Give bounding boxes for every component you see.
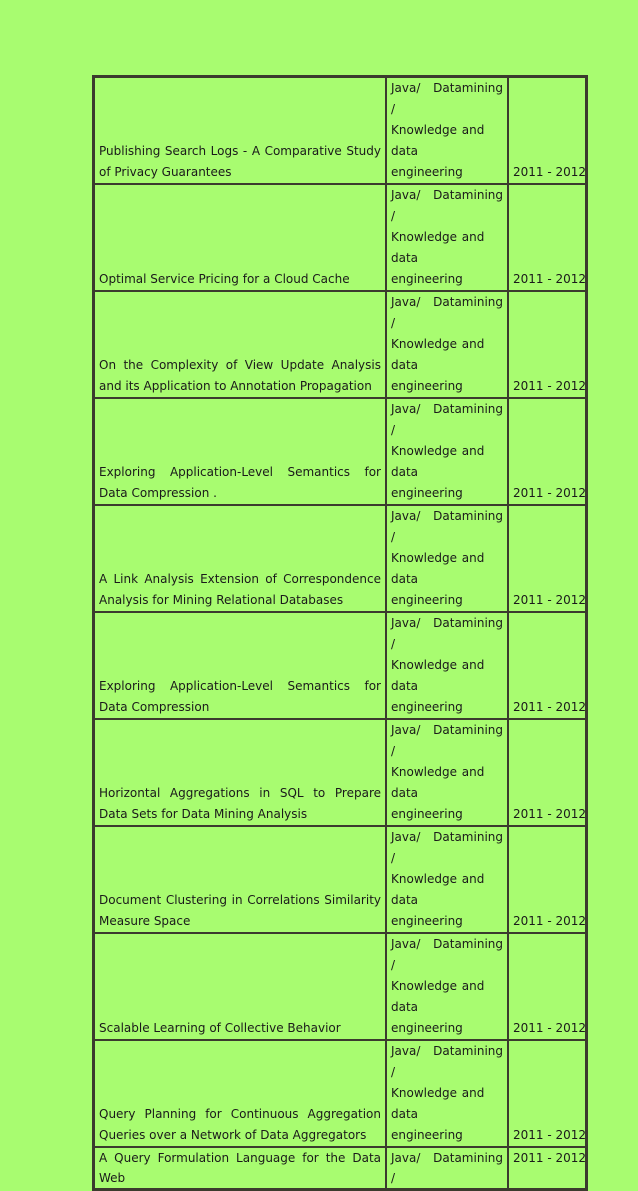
table-row (94, 77, 586, 184)
project-year-cell: 2011 - 2012 (508, 933, 586, 1040)
domain-line: Java/ Datamining / (391, 509, 503, 544)
table-row (94, 933, 586, 1040)
project-year-cell: 2011 - 2012 (508, 505, 586, 612)
domain-line: Knowledge and data (391, 123, 485, 158)
project-year-cell: 2011 - 2012 (508, 1147, 586, 1189)
domain-line: engineering (391, 1021, 463, 1035)
domain-line: engineering (391, 165, 463, 179)
domain-line: Knowledge and data (391, 979, 485, 1014)
domain-line: Knowledge and data (391, 765, 485, 800)
project-title-cell: Exploring Application-Level Semantics for Data Compression . (94, 398, 386, 505)
domain-line: Java/ Datamining / (391, 188, 503, 223)
table-row (94, 291, 586, 398)
project-year-cell: 2011 - 2012 (508, 719, 586, 826)
project-domain-cell (386, 719, 508, 826)
domain-line: Java/ Datamining / (391, 81, 503, 116)
table-row (94, 184, 586, 291)
project-year-cell: 2011 - 2012 (508, 1040, 586, 1147)
table-row (94, 719, 586, 826)
domain-line: Java/ Datamining / (391, 1151, 503, 1185)
domain-line: Java/ Datamining / (391, 937, 503, 972)
domain-line: Java/ Datamining / (391, 616, 503, 651)
domain-line: Knowledge and data (391, 658, 485, 693)
project-title-cell: A Link Analysis Extension of Correspondence Analysis for Mining Relational Databases (94, 505, 386, 612)
project-domain-cell (386, 291, 508, 398)
domain-line: Knowledge and data (391, 551, 485, 586)
project-title-cell: Publishing Search Logs - A Comparative Study of Privacy Guarantees (94, 77, 386, 184)
project-domain-cell (386, 505, 508, 612)
domain-line: Knowledge and data (391, 444, 485, 479)
domain-line: Java/ Datamining / (391, 830, 503, 865)
project-year-cell: 2011 - 2012 (508, 291, 586, 398)
domain-line: Knowledge and data (391, 230, 485, 265)
domain-line: Knowledge and data (391, 872, 485, 907)
projects-table (92, 75, 588, 1191)
domain-line: Java/ Datamining / (391, 723, 503, 758)
project-domain-cell (386, 1147, 508, 1189)
table-row (94, 505, 586, 612)
project-title-cell: Scalable Learning of Collective Behavior (94, 933, 386, 1040)
project-title-cell: A Query Formulation Language for the Data Web (94, 1147, 386, 1189)
project-year-cell: 2011 - 2012 (508, 184, 586, 291)
project-title-cell: On the Complexity of View Update Analysis and its Application to Annotation Propagation (94, 291, 386, 398)
domain-line: Java/ Datamining / (391, 295, 503, 330)
project-year-cell: 2011 - 2012 (508, 826, 586, 933)
project-title-cell: Horizontal Aggregations in SQL to Prepare Data Sets for Data Mining Analysis (94, 719, 386, 826)
project-year-cell: 2011 - 2012 (508, 612, 586, 719)
domain-line: engineering (391, 700, 463, 714)
domain-line: Java/ Datamining / (391, 1044, 503, 1079)
table-row (94, 612, 586, 719)
project-domain-cell (386, 1040, 508, 1147)
table-row (94, 1040, 586, 1147)
domain-line: engineering (391, 486, 463, 500)
project-title-cell: Query Planning for Continuous Aggregation Queries over a Network of Data Aggregators (94, 1040, 386, 1147)
project-domain-cell (386, 184, 508, 291)
project-title-cell: Optimal Service Pricing for a Cloud Cache (94, 184, 386, 291)
domain-line: Java/ Datamining / (391, 402, 503, 437)
project-title-cell: Exploring Application-Level Semantics for Data Compression (94, 612, 386, 719)
project-title-cell: Document Clustering in Correlations Similarity Measure Space (94, 826, 386, 933)
domain-line: engineering (391, 1128, 463, 1142)
project-year-cell: 2011 - 2012 (508, 398, 586, 505)
domain-line: engineering (391, 379, 463, 393)
table-row (94, 398, 586, 505)
domain-line: engineering (391, 914, 463, 928)
domain-line: engineering (391, 593, 463, 607)
project-domain-cell (386, 933, 508, 1040)
project-domain-cell (386, 612, 508, 719)
table-row (94, 826, 586, 933)
project-domain-cell (386, 826, 508, 933)
domain-line: Knowledge and data (391, 1086, 485, 1121)
domain-line: engineering (391, 272, 463, 286)
project-domain-cell (386, 398, 508, 505)
project-year-cell: 2011 - 2012 (508, 77, 586, 184)
project-domain-cell (386, 77, 508, 184)
domain-line: engineering (391, 807, 463, 821)
projects-table-body (94, 77, 586, 1189)
domain-line: Knowledge and data (391, 337, 485, 372)
table-row (94, 1147, 586, 1189)
